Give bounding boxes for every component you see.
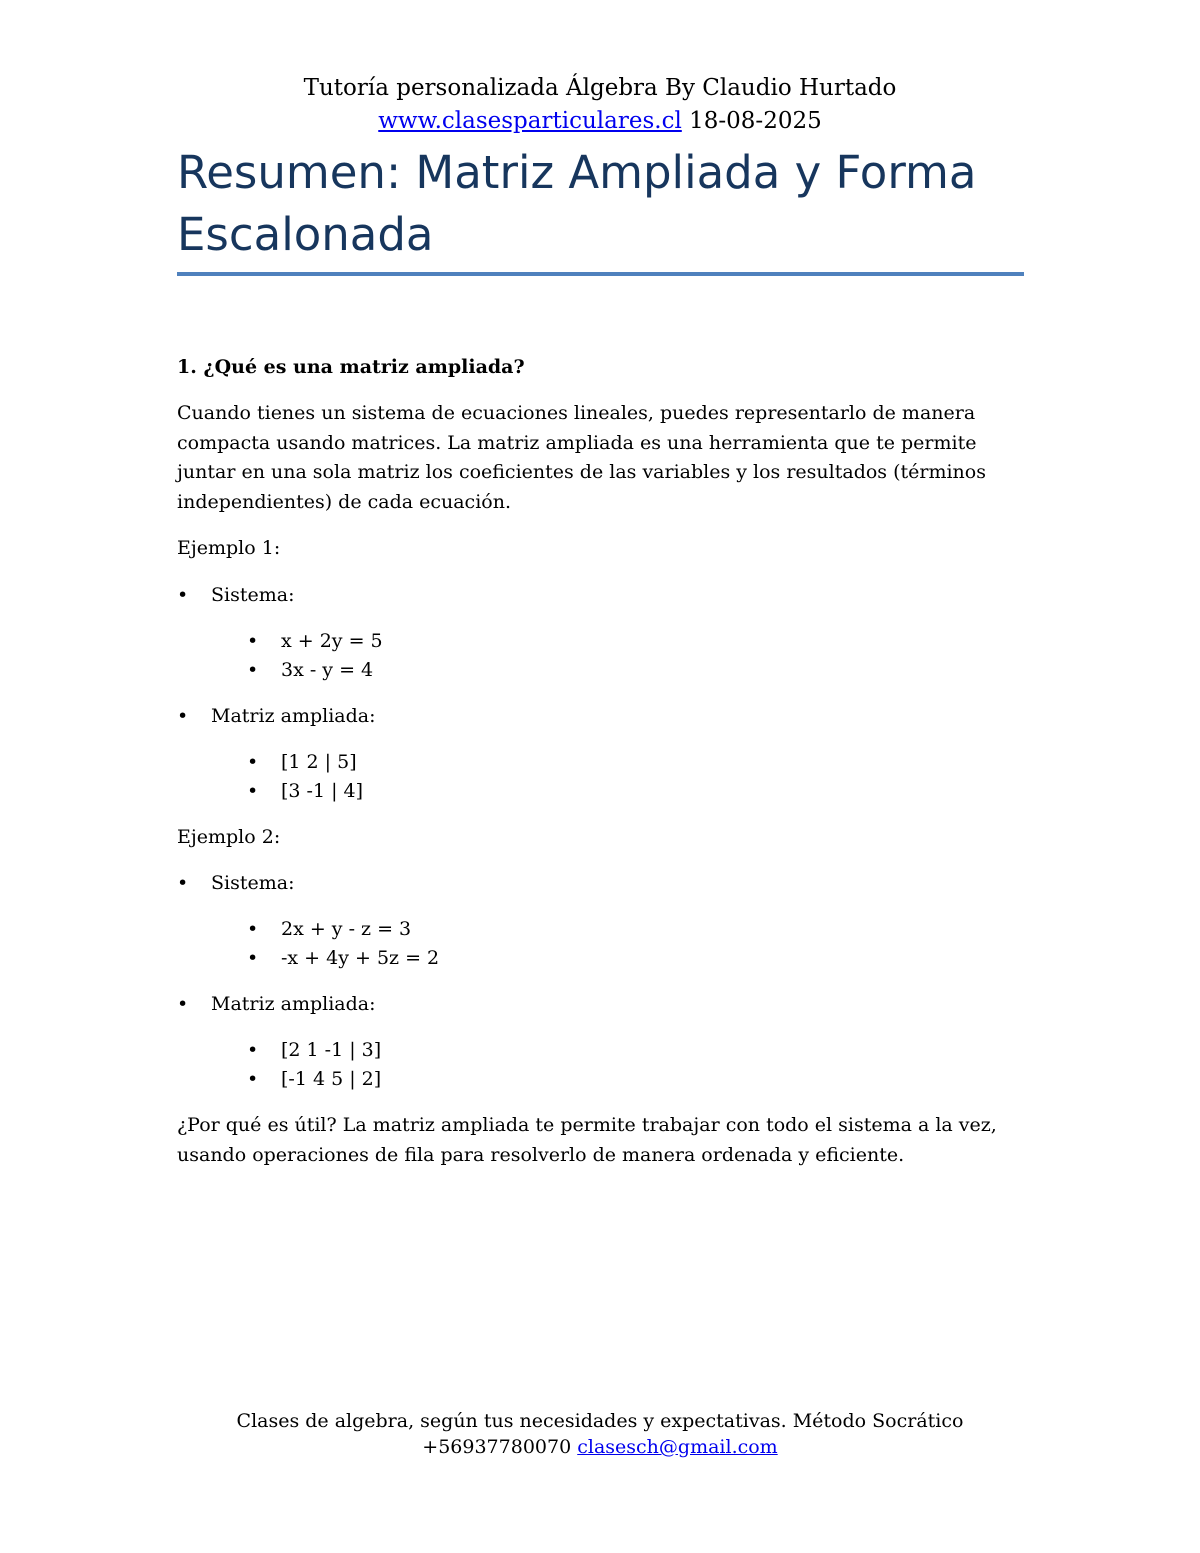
bullet-icon: • (247, 947, 259, 969)
list-item (211, 1036, 1037, 1065)
page-header (0, 72, 1200, 138)
bullet-icon: • (177, 993, 189, 1015)
bullet-icon: • (177, 583, 189, 606)
example-1-list (177, 581, 1037, 806)
example-1-label: Ejemplo 1: (177, 537, 281, 559)
example-2-label: Ejemplo 2: (177, 825, 281, 848)
header-date: 18-08-2025 (689, 108, 822, 134)
matrix-row: [1 2 | 5] (281, 750, 357, 773)
matrix-row: [3 -1 | 4] (281, 779, 364, 802)
page-footer (0, 1408, 1200, 1460)
equation-list (211, 627, 1037, 685)
footer-tagline: Clases de algebra, según tus necesidades y expectativas. Método Socrático (236, 1410, 964, 1432)
bullet-icon: • (247, 779, 259, 802)
list-item (211, 1065, 1037, 1094)
bullet-icon: • (247, 750, 259, 773)
example-2-list (177, 869, 1037, 1094)
title-divider (177, 272, 1024, 276)
bullet-icon: • (177, 872, 189, 894)
equation: 3x - y = 4 (281, 658, 374, 681)
matrix-label: Matriz ampliada: (211, 704, 376, 727)
footer-phone: +56937780070 (422, 1436, 572, 1458)
list-item (211, 915, 1037, 944)
equation: 2x + y - z = 3 (281, 918, 412, 940)
section-heading: 1. ¿Qué es una matriz ampliada? (177, 356, 525, 378)
bullet-icon: • (247, 629, 259, 652)
system-label: Sistema: (211, 872, 295, 894)
system-label: Sistema: (211, 583, 295, 606)
bullet-icon: • (247, 918, 259, 940)
matrix-row-list (211, 1036, 1037, 1094)
list-item (177, 990, 1037, 1094)
bullet-icon: • (177, 704, 189, 727)
list-item (177, 581, 1037, 685)
list-item (211, 627, 1037, 656)
bullet-icon: • (247, 1039, 259, 1061)
equation-list (211, 915, 1037, 973)
matrix-row-list (211, 748, 1037, 806)
list-item (177, 869, 1037, 973)
header-line2 (0, 105, 1200, 138)
matrix-row: [2 1 -1 | 3] (281, 1039, 382, 1061)
list-item (211, 777, 1037, 806)
why-useful-paragraph: ¿Por qué es útil? La matriz ampliada te permite trabajar con todo el sistema a la vez, usando operaciones de fila para resolverlo de manera ordenada y eficiente. (177, 1114, 997, 1166)
list-item (211, 748, 1037, 777)
matrix-row: [-1 4 5 | 2] (281, 1068, 382, 1090)
email-link[interactable]: clasesch@gmail.com (577, 1436, 778, 1458)
document-title: Resumen: Matriz Ampliada y Forma Escalonada (177, 146, 977, 261)
list-item (177, 702, 1037, 806)
matrix-label: Matriz ampliada: (211, 993, 376, 1015)
footer-contact (0, 1434, 1200, 1460)
header-tagline: Tutoría personalizada Álgebra By Claudio Hurtado (303, 75, 897, 101)
document-body (177, 352, 1037, 1170)
list-item (211, 944, 1037, 973)
bullet-icon: • (247, 1068, 259, 1090)
bullet-icon: • (247, 658, 259, 681)
equation: x + 2y = 5 (281, 629, 383, 652)
equation: -x + 4y + 5z = 2 (281, 947, 440, 969)
website-link[interactable]: www.clasesparticulares.cl (378, 108, 682, 134)
intro-paragraph: Cuando tienes un sistema de ecuaciones lineales, puedes representarlo de manera compacta usando matrices. La matriz ampliada es una herramienta que te permite juntar en una sola matriz los coeficientes de las variables y los resultados (términos independientes) de cada ecuación. (177, 402, 986, 513)
list-item (211, 656, 1037, 685)
